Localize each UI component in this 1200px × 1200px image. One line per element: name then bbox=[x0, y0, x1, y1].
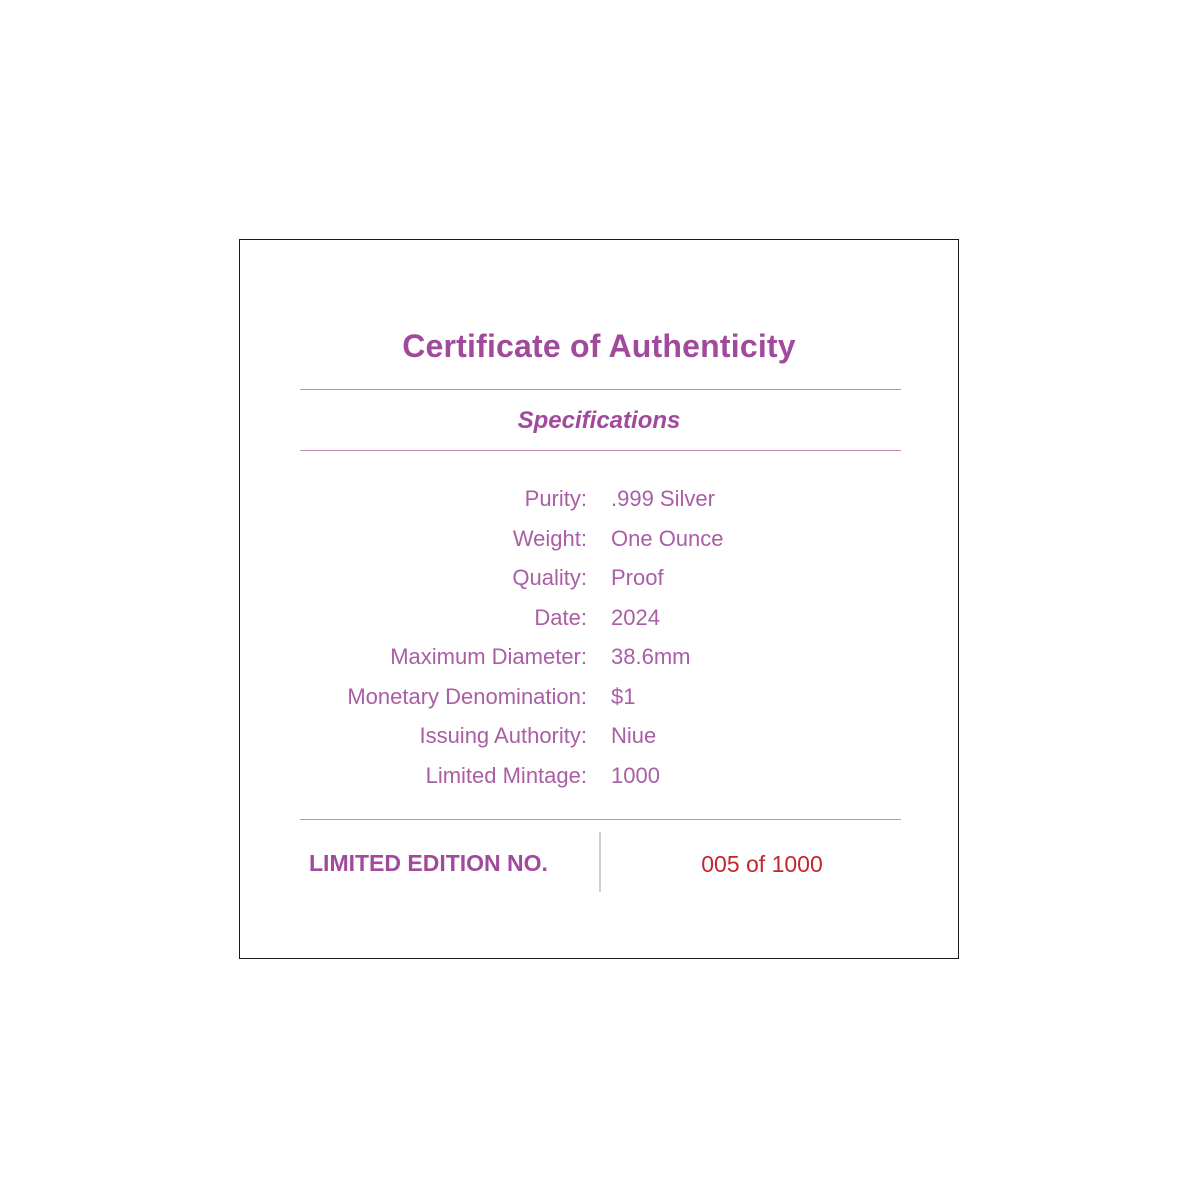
spec-label: Quality: bbox=[512, 565, 587, 590]
spec-value: Niue bbox=[611, 723, 657, 748]
spec-row-maximum-diameter bbox=[240, 644, 958, 674]
spec-label: Purity: bbox=[524, 486, 587, 511]
edition-vertical-divider bbox=[599, 832, 601, 892]
edition-number: 005 of 1000 bbox=[701, 851, 823, 877]
edition-divider-line bbox=[300, 819, 901, 820]
title-divider bbox=[300, 389, 901, 390]
spec-value: One Ounce bbox=[611, 526, 724, 551]
spec-row-purity bbox=[240, 486, 958, 516]
spec-value: $1 bbox=[611, 684, 636, 709]
certificate-title: Certificate of Authenticity bbox=[402, 328, 796, 364]
spec-row-issuing-authority bbox=[240, 723, 958, 753]
spec-value: .999 Silver bbox=[611, 486, 715, 511]
limited-edition-label: LIMITED EDITION NO. bbox=[309, 850, 548, 876]
spec-row-date bbox=[240, 605, 958, 635]
spec-label: Limited Mintage: bbox=[425, 763, 587, 788]
spec-row-monetary-denomination bbox=[240, 684, 958, 714]
spec-row-weight bbox=[240, 526, 958, 556]
certificate-card bbox=[239, 239, 959, 959]
spec-value: 38.6mm bbox=[611, 644, 691, 669]
spec-value: 2024 bbox=[611, 605, 660, 630]
spec-label: Monetary Denomination: bbox=[347, 684, 587, 709]
specifications-heading: Specifications bbox=[517, 407, 681, 434]
spec-value: 1000 bbox=[611, 763, 660, 788]
specifications-divider bbox=[300, 450, 901, 451]
spec-label: Maximum Diameter: bbox=[390, 644, 587, 669]
spec-label: Issuing Authority: bbox=[419, 723, 587, 748]
spec-row-limited-mintage bbox=[240, 763, 958, 793]
spec-value: Proof bbox=[611, 565, 664, 590]
spec-label: Weight: bbox=[512, 526, 587, 551]
spec-label: Date: bbox=[534, 605, 587, 630]
spec-row-quality bbox=[240, 565, 958, 595]
